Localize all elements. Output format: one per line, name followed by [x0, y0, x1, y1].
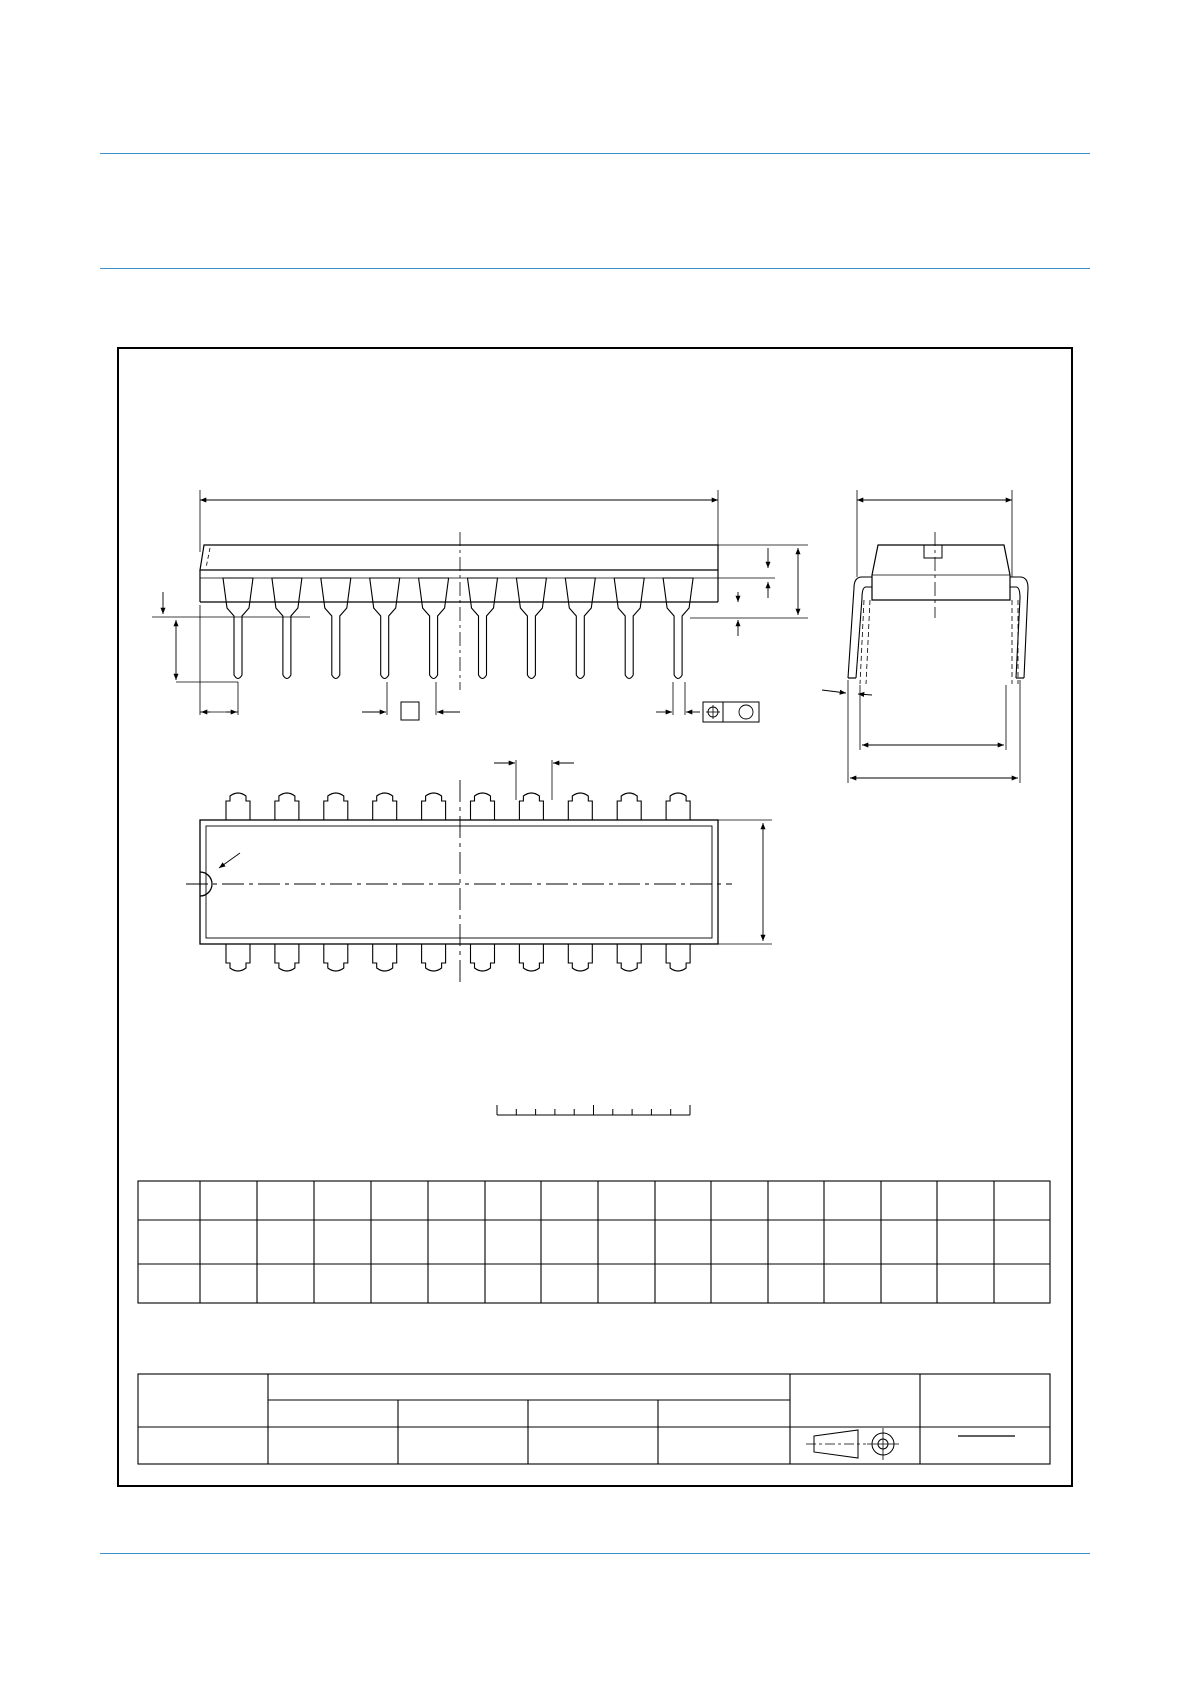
bottom-pin [422, 944, 446, 971]
top-pin [422, 793, 446, 820]
dimension-table [138, 1181, 1050, 1303]
bottom-pins [226, 944, 690, 971]
bottom-pin [226, 944, 250, 971]
bottom-pin [568, 944, 592, 971]
side-pin [272, 578, 302, 679]
side-pin [223, 578, 253, 679]
basic-dimension-box [401, 702, 419, 720]
bottom-pin [275, 944, 299, 971]
top-pin [617, 793, 641, 820]
side-view [152, 490, 808, 722]
top-pin [275, 793, 299, 820]
top-pin [471, 793, 495, 820]
pin1-index-arrow [219, 853, 240, 868]
side-pin [663, 578, 693, 679]
bottom-pin [373, 944, 397, 971]
outline-version-table [138, 1374, 1050, 1464]
side-pin [321, 578, 351, 679]
projection-symbol [806, 1428, 899, 1460]
side-pin [565, 578, 595, 679]
side-pin [516, 578, 546, 679]
side-pin [614, 578, 644, 679]
bottom-pin [324, 944, 348, 971]
top-pin [666, 793, 690, 820]
top-pin [226, 793, 250, 820]
side-pin [419, 578, 449, 679]
top-pin [373, 793, 397, 820]
top-pin [519, 793, 543, 820]
side-pin [370, 578, 400, 679]
top-pin [324, 793, 348, 820]
bottom-pin [471, 944, 495, 971]
side-pins [223, 578, 693, 679]
bottom-pin [617, 944, 641, 971]
bottom-pin [666, 944, 690, 971]
top-pins [226, 793, 690, 820]
scale-bar [497, 1105, 690, 1115]
end-view [822, 490, 1028, 783]
side-pin [468, 578, 498, 679]
top-view [186, 760, 772, 985]
drawing-frame [118, 348, 1072, 1486]
position-tolerance-frame [703, 702, 759, 722]
bottom-pin [519, 944, 543, 971]
top-pin [568, 793, 592, 820]
